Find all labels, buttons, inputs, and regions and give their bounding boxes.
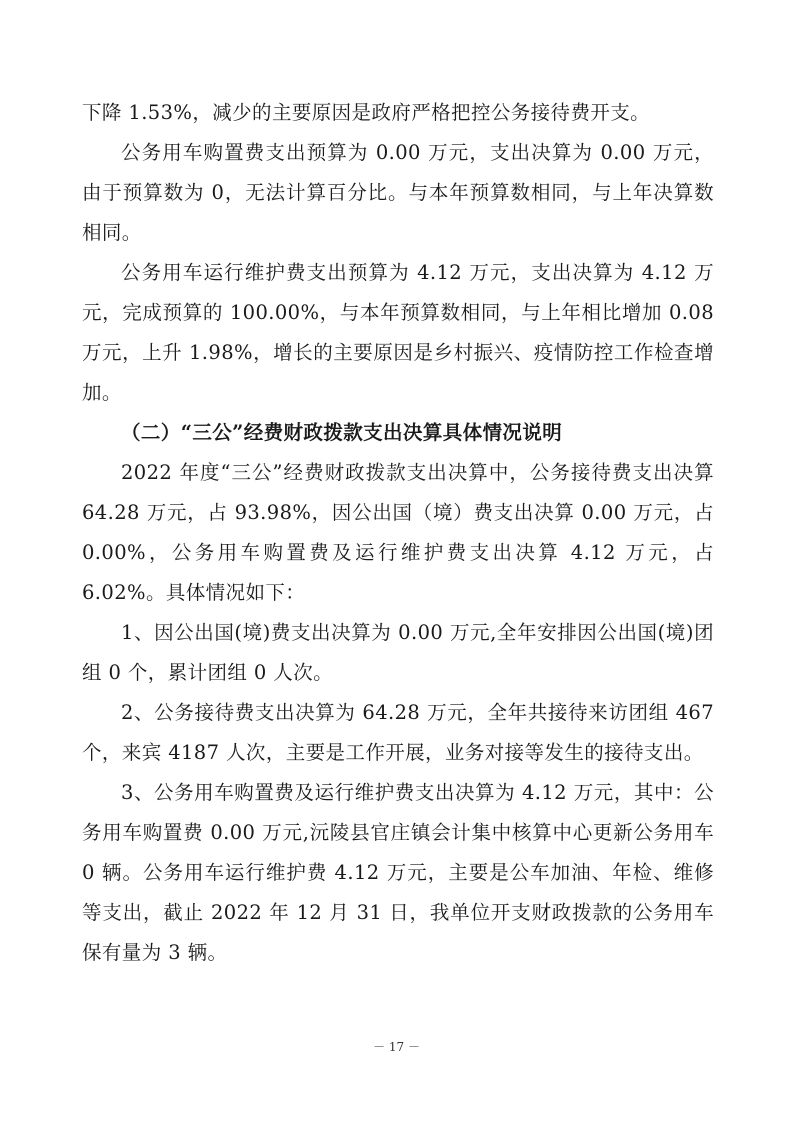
document-body <box>82 93 714 973</box>
paragraph-vehicle-purchase: 公务用车购置费支出预算为 0.00 万元，支出决算为 0.00 万元，由于预算数为 0，无法计算百分比。与本年预算数相同，与上年决算数相同。 <box>82 141 714 244</box>
paragraph-item-2: 2、公务接待费支出决算为 64.28 万元，全年共接待来访团组 467 个，来宾 4187 人次，主要是工作开展，业务对接等发生的接待支出。 <box>82 701 714 764</box>
paragraph-summary: 2022 年度“三公”经费财政拨款支出决算中，公务接待费支出决算 64.28 万元，占 93.98%，因公出国（境）费支出决算 0.00 万元，占 0.00%，公务用车购置费及运行维护费支出决算 4.12 万元，占 6.02%。具体情况如下： <box>82 461 714 604</box>
page-number: － 17 － <box>373 1040 420 1054</box>
paragraph-continuation: 下降 1.53%，减少的主要原因是政府严格把控公务接待费开支。 <box>82 101 651 124</box>
section-heading: （二）“三公”经费财政拨款支出决算具体情况说明 <box>121 421 563 444</box>
paragraph-item-1: 1、因公出国(境)费支出决算为 0.00 万元,全年安排因公出国(境)团组 0 个，累计团组 0 人次。 <box>82 621 714 684</box>
paragraph-vehicle-maintenance: 公务用车运行维护费支出预算为 4.12 万元，支出决算为 4.12 万元，完成预算的 100.00%，与本年预算数相同，与上年相比增加 0.08 万元，上升 1.98%，增长的主要原因是乡村振兴、疫情防控工作检查增加。 <box>82 261 714 404</box>
paragraph-item-3: 3、公务用车购置费及运行维护费支出决算为 4.12 万元，其中：公务用车购置费 0.00 万元,沅陵县官庄镇会计集中核算中心更新公务用车 0 辆。公务用车运行维护费 4.12 万元，主要是公车加油、年检、维修等支出，截止 2022 年 12 月 31 日，我单位开支财政拨款的公务用车保有量为 3 辆。 <box>82 781 714 964</box>
